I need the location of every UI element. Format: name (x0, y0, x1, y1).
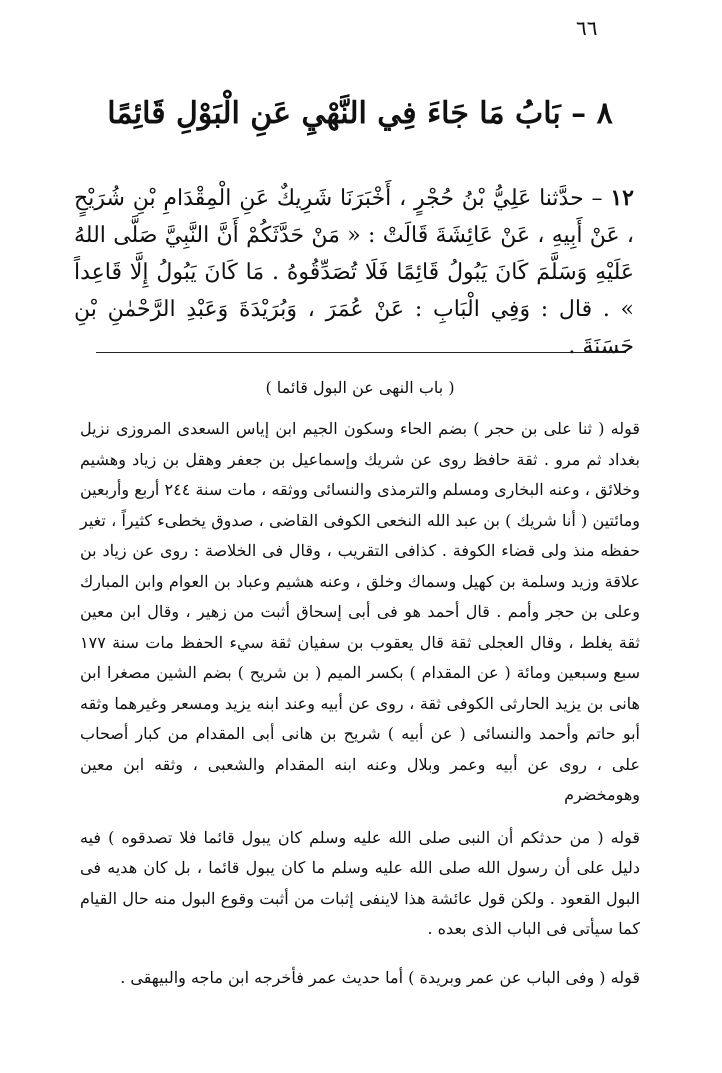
commentary-paragraph-in-the-chapter: قوله ( وفى الباب عن عمر وبريدة ) أما حديث عمر فأخرجه ابن ماجه والبيهقى . (120, 967, 640, 987)
commentary-block (80, 414, 640, 993)
page-number: ٦٦ (576, 16, 598, 40)
commentary-heading: ( باب النهى عن البول قائما ) (265, 378, 455, 397)
hadith-text: – حدَّثنا عَلِيُّ بْنُ حُجْرٍ ، أَخْبَرَنَا شَرِيكٌ عَنِ الْمِقْدَامِ بْنِ شُرَيْحٍ ، عَنْ أَبِيهِ ، عَنْ عَائِشَةَ قَالَتْ : « مَنْ حَدَّثَكُمْ أَنَّ النَّبِيَّ صَلَّى اللهُ عَلَيْهِ وَسَلَّمَ كَانَ يَبُولُ قَائِمًا فَلَا تُصَدِّقُوهُ . مَا كَانَ يَبُولُ إِلَّا قَاعِداً » . قال : وَفِي الْبَابِ : عَنْ عُمَرَ ، وَبُرَيْدَةَ وَعَبْدِ الرَّحْمٰنِ بْنِ حَسَنَةَ . (74, 186, 634, 359)
footnote-divider (96, 352, 626, 353)
hadith-number: ١٢ (610, 185, 634, 211)
chapter-title: ٨ – بَابُ مَا جَاءَ فِي النَّهْيِ عَنِ الْبَوْلِ قَائِمًا (107, 96, 613, 131)
commentary-paragraph-hadith-meaning: قوله ( من حدثكم أن النبى صلى الله عليه وسلم كان يبول قائما فلا تصدقوه ) فيه دليل على أن رسول الله صلى الله عليه وسلم ما كان يبول قائما ، بل كان هديه فى البول القعود . ولكن قول عائشة هذا لاينفى إثبات من أثبت وقوع البول منه حال القيام كما سيأتى فى الباب الذى بعده . (80, 827, 640, 938)
hadith-block (74, 180, 634, 365)
hadith-paragraph (74, 180, 634, 365)
commentary-paragraph-narrators: قوله ( ثنا على بن حجر ) بضم الحاء وسكون الجيم ابن إياس السعدى المروزى نزيل بغداد ثم مرو . ثقة حافظ روى عن شريك وإسماعيل بن جعفر وهقل بن زياد وهشيم وخلائق ، وعنه البخارى ومسلم والترمذى والنسائى ووثقه ، مات سنة ٢٤٤ أربع وأربعين ومائتين ( أنا شريك ) بن عبد الله النخعى الكوفى القاضى ، صدوق يخطىء كثيراً ، تغير حفظه منذ ولى قضاء الكوفة . كذافى التقريب ، وقال فى الخلاصة : روى عن زياد بن علاقة وزيد وسلمة بن كهيل وسماك وخلق ، وعنه هشيم وعباد بن العوام وابن المبارك وعلى بن حجر وأمم . قال أحمد هو فى أبى إسحاق أثبت من زهير ، وقال ابن معين ثقة يغلط ، وقال العجلى ثقة قال يعقوب بن سفيان ثقة سيء الحفظ مات سنة ١٧٧ سبع وسبعين ومائة ( عن المقدام ) بكسر الميم ( بن شريح ) بضم الشين مصغرا ابن هانى بن يزيد الحارثى الكوفى ثقة ، روى عن أبيه وعند ابنه يزيد ومسعر وغيرهما وثقه أبو حاتم وأحمد والنسائى ( عن أبيه ) شريح بن هانى أبى المقدام من كبار أصحاب على ، روى عن أبيه وعمر وبلال وعنه ابنه المقدام والشعبى ، وثقه ابن معين وهومخضرم (80, 419, 641, 804)
